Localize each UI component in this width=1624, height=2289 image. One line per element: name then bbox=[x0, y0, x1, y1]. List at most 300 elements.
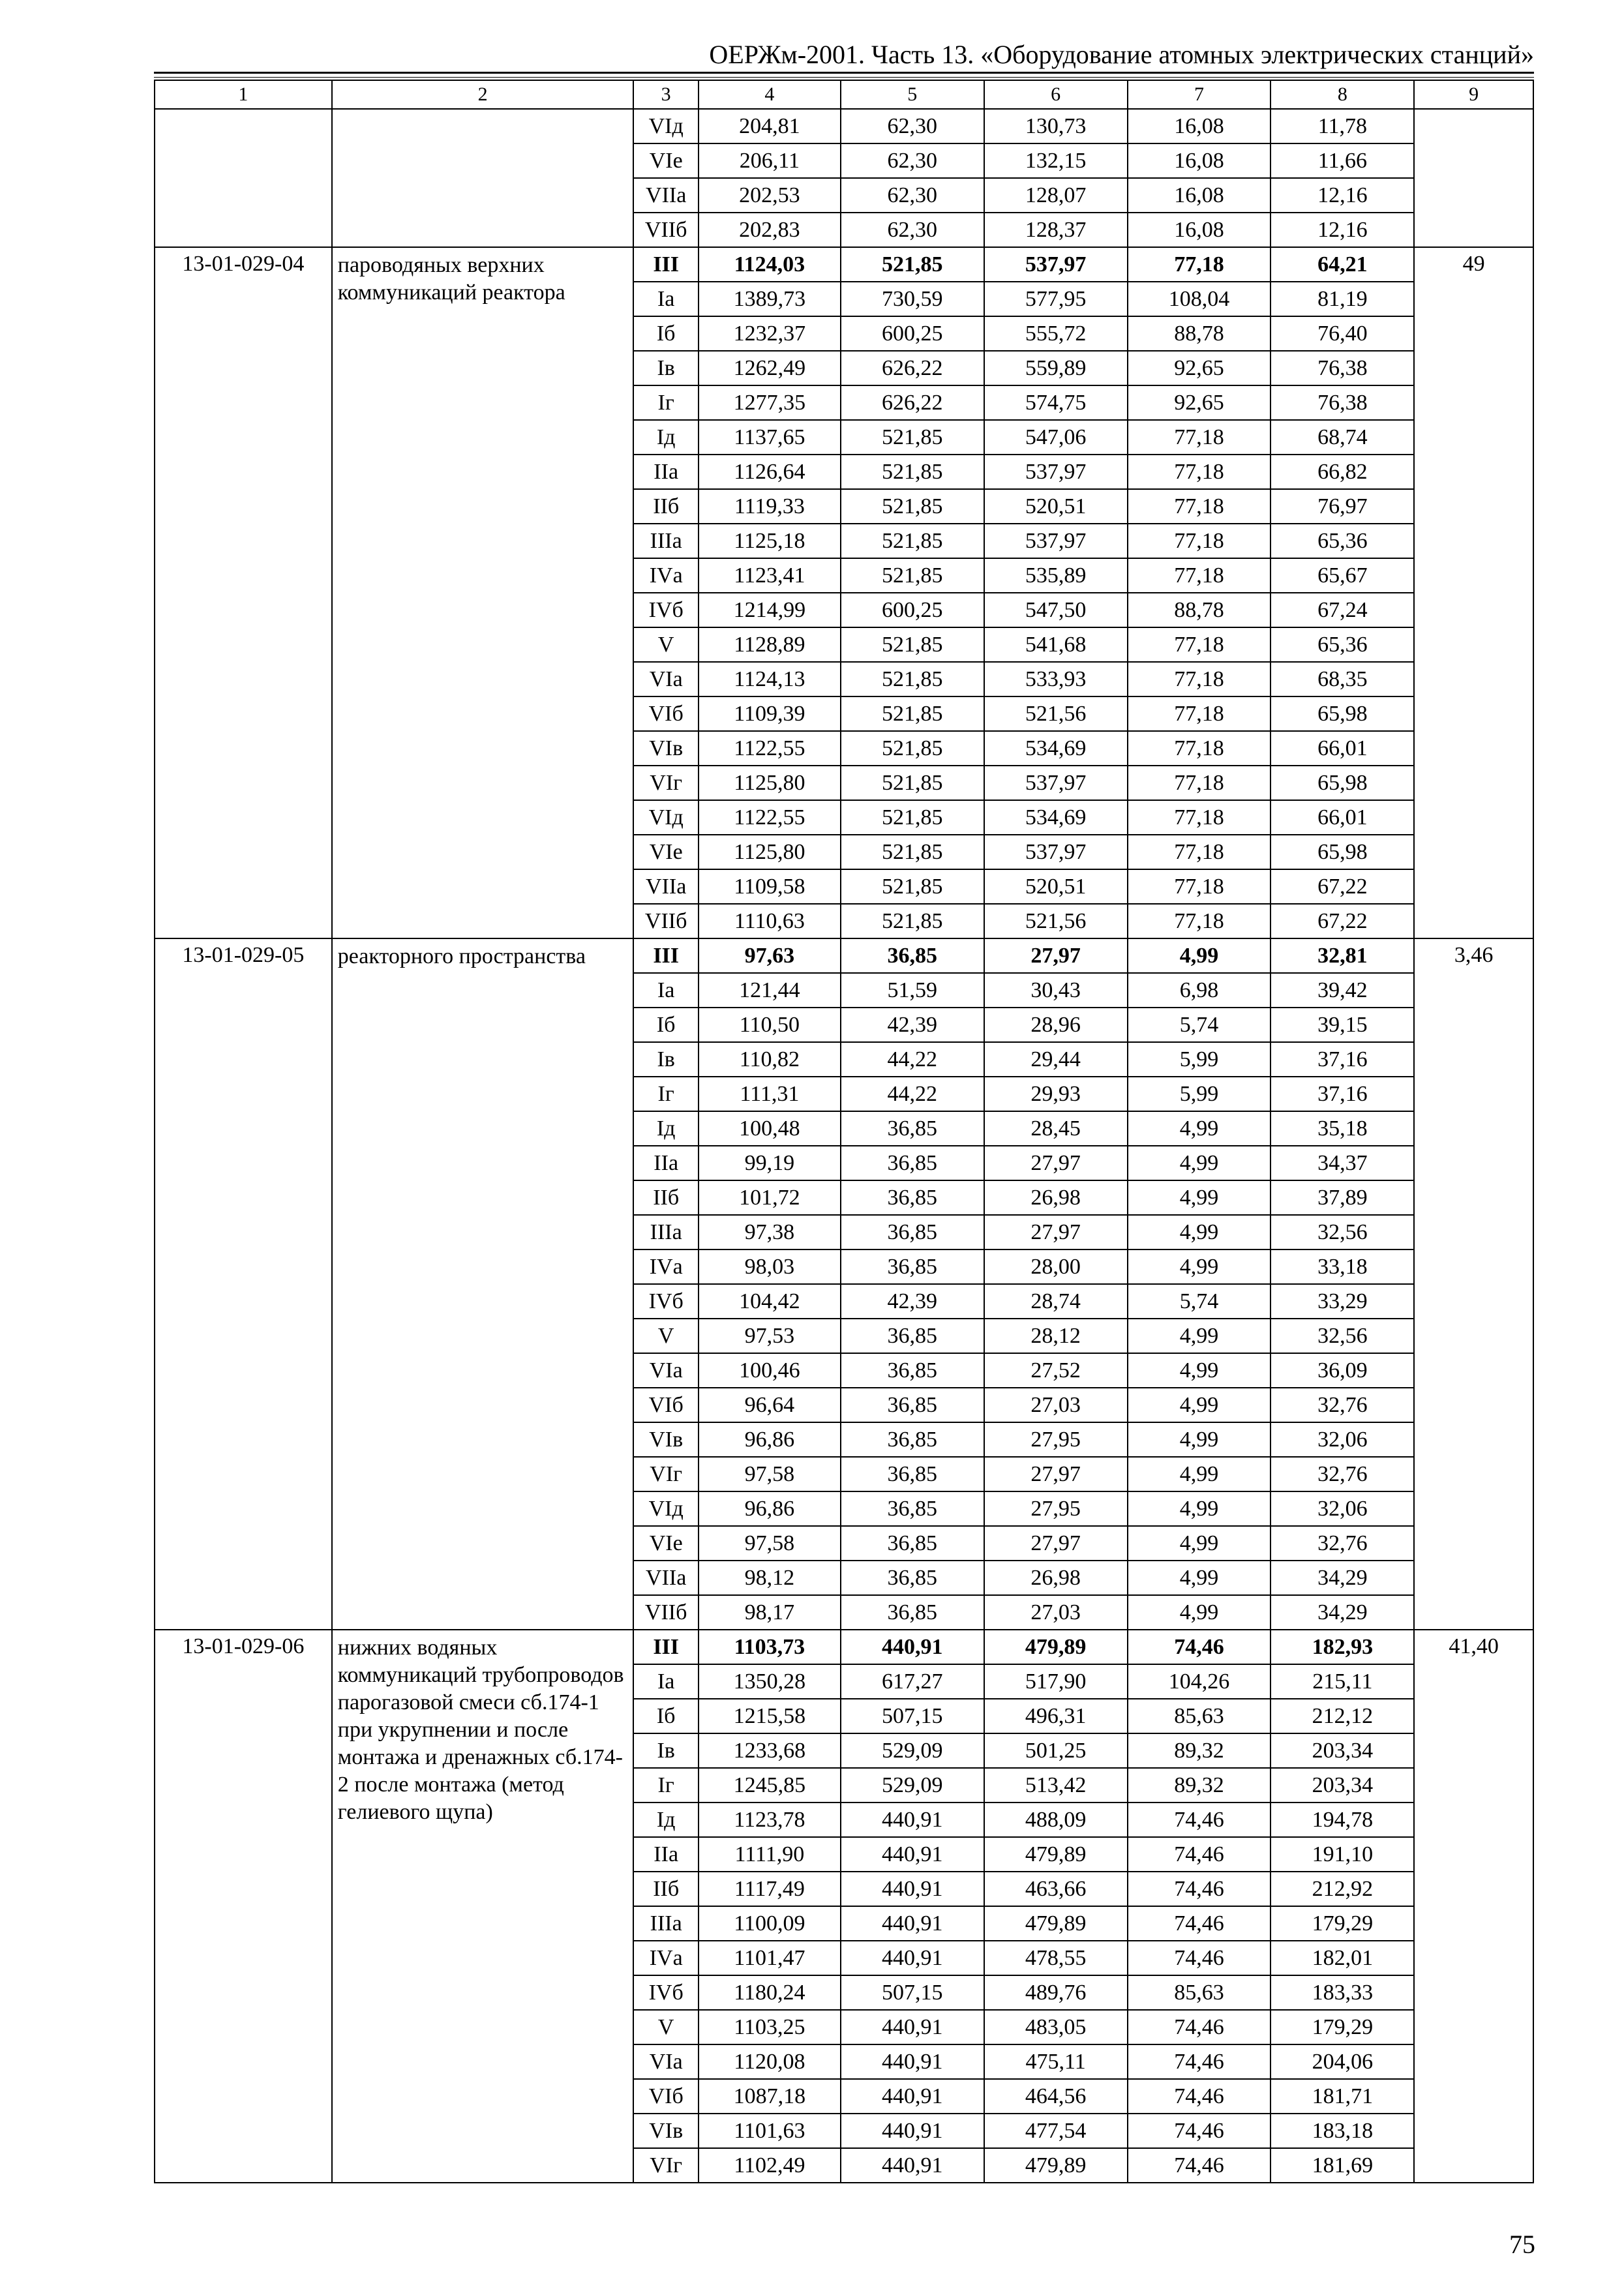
labor-cost-cell: 36,85 bbox=[841, 1388, 984, 1422]
materials-cell: 204,06 bbox=[1271, 2044, 1414, 2079]
column-number: 9 bbox=[1414, 80, 1533, 109]
materials-cell: 32,76 bbox=[1271, 1457, 1414, 1491]
operator-wage-cell: 4,99 bbox=[1128, 1180, 1271, 1215]
operator-wage-cell: 74,46 bbox=[1128, 2148, 1271, 2183]
operator-wage-cell: 77,18 bbox=[1128, 696, 1271, 731]
labor-hours-cell bbox=[1414, 109, 1533, 247]
total-cost-cell: 1350,28 bbox=[699, 1664, 841, 1699]
materials-cell: 212,92 bbox=[1271, 1872, 1414, 1906]
machines-cell: 555,72 bbox=[984, 316, 1128, 351]
materials-cell: 181,69 bbox=[1271, 2148, 1414, 2183]
materials-cell: 181,71 bbox=[1271, 2079, 1414, 2114]
operator-wage-cell: 4,99 bbox=[1128, 1457, 1271, 1491]
description-cell: нижних водяных коммуникаций трубопроводов парогазовой смеси сб.174-1 при укрупнении и после монтажа и дренажных сб.174-2 после монтажа (метод гелиевого щупа) bbox=[332, 1630, 634, 2183]
labor-cost-cell: 600,25 bbox=[841, 593, 984, 627]
table-row bbox=[155, 247, 1533, 282]
page-header-title: ОЕРЖм-2001. Часть 13. «Оборудование атомных электрических станций» bbox=[709, 40, 1534, 69]
machines-cell: 27,97 bbox=[984, 1457, 1128, 1491]
zone-cell: IVа bbox=[633, 1249, 699, 1284]
description-cell: пароводяных верхних коммуникаций реактора bbox=[332, 247, 634, 938]
machines-cell: 534,69 bbox=[984, 731, 1128, 766]
total-cost-cell: 1262,49 bbox=[699, 351, 841, 385]
operator-wage-cell: 77,18 bbox=[1128, 420, 1271, 455]
total-cost-cell: 1122,55 bbox=[699, 800, 841, 835]
operator-wage-cell: 77,18 bbox=[1128, 558, 1271, 593]
total-cost-cell: 1102,49 bbox=[699, 2148, 841, 2183]
operator-wage-cell: 77,18 bbox=[1128, 455, 1271, 489]
machines-cell: 27,97 bbox=[984, 1146, 1128, 1180]
materials-cell: 65,36 bbox=[1271, 627, 1414, 662]
zone-cell: IIб bbox=[633, 1180, 699, 1215]
labor-cost-cell: 440,91 bbox=[841, 1906, 984, 1941]
machines-cell: 128,37 bbox=[984, 213, 1128, 247]
machines-cell: 30,43 bbox=[984, 973, 1128, 1008]
operator-wage-cell: 74,46 bbox=[1128, 1906, 1271, 1941]
total-cost-cell: 1110,63 bbox=[699, 904, 841, 938]
total-cost-cell: 121,44 bbox=[699, 973, 841, 1008]
column-number: 7 bbox=[1128, 80, 1271, 109]
materials-cell: 34,29 bbox=[1271, 1595, 1414, 1630]
machines-cell: 27,52 bbox=[984, 1353, 1128, 1388]
labor-cost-cell: 507,15 bbox=[841, 1975, 984, 2010]
materials-cell: 64,21 bbox=[1271, 247, 1414, 282]
operator-wage-cell: 4,99 bbox=[1128, 1319, 1271, 1353]
zone-cell: VIб bbox=[633, 696, 699, 731]
machines-cell: 464,56 bbox=[984, 2079, 1128, 2114]
zone-cell: Iа bbox=[633, 1664, 699, 1699]
zone-cell: III bbox=[633, 938, 699, 973]
labor-cost-cell: 36,85 bbox=[841, 1595, 984, 1630]
machines-cell: 479,89 bbox=[984, 2148, 1128, 2183]
machines-cell: 534,69 bbox=[984, 800, 1128, 835]
labor-cost-cell: 440,91 bbox=[841, 2010, 984, 2044]
materials-cell: 65,67 bbox=[1271, 558, 1414, 593]
materials-cell: 179,29 bbox=[1271, 1906, 1414, 1941]
operator-wage-cell: 77,18 bbox=[1128, 627, 1271, 662]
labor-cost-cell: 36,85 bbox=[841, 1353, 984, 1388]
labor-cost-cell: 44,22 bbox=[841, 1042, 984, 1077]
labor-cost-cell: 440,91 bbox=[841, 1941, 984, 1975]
materials-cell: 65,36 bbox=[1271, 524, 1414, 558]
table-row bbox=[155, 1630, 1533, 1664]
total-cost-cell: 99,19 bbox=[699, 1146, 841, 1180]
materials-cell: 11,78 bbox=[1271, 109, 1414, 143]
total-cost-cell: 96,64 bbox=[699, 1388, 841, 1422]
zone-cell: III bbox=[633, 1630, 699, 1664]
zone-cell: Iа bbox=[633, 973, 699, 1008]
labor-cost-cell: 44,22 bbox=[841, 1077, 984, 1111]
machines-cell: 541,68 bbox=[984, 627, 1128, 662]
operator-wage-cell: 4,99 bbox=[1128, 1595, 1271, 1630]
code-cell: 13-01-029-06 bbox=[155, 1630, 332, 2183]
labor-cost-cell: 600,25 bbox=[841, 316, 984, 351]
machines-cell: 520,51 bbox=[984, 489, 1128, 524]
machines-cell: 574,75 bbox=[984, 385, 1128, 420]
operator-wage-cell: 74,46 bbox=[1128, 1630, 1271, 1664]
total-cost-cell: 1123,78 bbox=[699, 1803, 841, 1837]
total-cost-cell: 1122,55 bbox=[699, 731, 841, 766]
labor-cost-cell: 62,30 bbox=[841, 109, 984, 143]
total-cost-cell: 1111,90 bbox=[699, 1837, 841, 1872]
materials-cell: 37,16 bbox=[1271, 1042, 1414, 1077]
zone-cell: Iа bbox=[633, 282, 699, 316]
labor-cost-cell: 521,85 bbox=[841, 627, 984, 662]
operator-wage-cell: 77,18 bbox=[1128, 835, 1271, 869]
materials-cell: 65,98 bbox=[1271, 696, 1414, 731]
total-cost-cell: 1120,08 bbox=[699, 2044, 841, 2079]
materials-cell: 66,82 bbox=[1271, 455, 1414, 489]
machines-cell: 517,90 bbox=[984, 1664, 1128, 1699]
labor-cost-cell: 62,30 bbox=[841, 213, 984, 247]
machines-cell: 483,05 bbox=[984, 2010, 1128, 2044]
machines-cell: 547,06 bbox=[984, 420, 1128, 455]
materials-cell: 183,18 bbox=[1271, 2114, 1414, 2148]
total-cost-cell: 206,11 bbox=[699, 143, 841, 178]
total-cost-cell: 1126,64 bbox=[699, 455, 841, 489]
labor-cost-cell: 626,22 bbox=[841, 385, 984, 420]
materials-cell: 212,12 bbox=[1271, 1699, 1414, 1733]
zone-cell: Iд bbox=[633, 1111, 699, 1146]
operator-wage-cell: 74,46 bbox=[1128, 1941, 1271, 1975]
machines-cell: 537,97 bbox=[984, 835, 1128, 869]
labor-cost-cell: 521,85 bbox=[841, 524, 984, 558]
code-cell bbox=[155, 109, 332, 247]
operator-wage-cell: 16,08 bbox=[1128, 143, 1271, 178]
zone-cell: VIд bbox=[633, 1491, 699, 1526]
machines-cell: 27,97 bbox=[984, 1215, 1128, 1249]
column-number: 3 bbox=[633, 80, 699, 109]
zone-cell: Iв bbox=[633, 1733, 699, 1768]
zone-cell: Iг bbox=[633, 1768, 699, 1803]
operator-wage-cell: 4,99 bbox=[1128, 1353, 1271, 1388]
zone-cell: VIв bbox=[633, 1422, 699, 1457]
machines-cell: 537,97 bbox=[984, 455, 1128, 489]
materials-cell: 68,35 bbox=[1271, 662, 1414, 696]
materials-cell: 191,10 bbox=[1271, 1837, 1414, 1872]
zone-cell: VIг bbox=[633, 1457, 699, 1491]
total-cost-cell: 1117,49 bbox=[699, 1872, 841, 1906]
total-cost-cell: 1125,80 bbox=[699, 766, 841, 800]
machines-cell: 28,00 bbox=[984, 1249, 1128, 1284]
zone-cell: Iг bbox=[633, 1077, 699, 1111]
column-number: 5 bbox=[841, 80, 984, 109]
operator-wage-cell: 4,99 bbox=[1128, 1146, 1271, 1180]
labor-cost-cell: 62,30 bbox=[841, 178, 984, 213]
machines-cell: 479,89 bbox=[984, 1630, 1128, 1664]
total-cost-cell: 1103,25 bbox=[699, 2010, 841, 2044]
materials-cell: 66,01 bbox=[1271, 731, 1414, 766]
total-cost-cell: 110,50 bbox=[699, 1008, 841, 1042]
zone-cell: IIб bbox=[633, 489, 699, 524]
machines-cell: 27,97 bbox=[984, 938, 1128, 973]
operator-wage-cell: 4,99 bbox=[1128, 1491, 1271, 1526]
materials-cell: 33,29 bbox=[1271, 1284, 1414, 1319]
materials-cell: 37,16 bbox=[1271, 1077, 1414, 1111]
labor-cost-cell: 36,85 bbox=[841, 1319, 984, 1353]
total-cost-cell: 1125,18 bbox=[699, 524, 841, 558]
header-rule-thin bbox=[154, 77, 1534, 78]
total-cost-cell: 202,53 bbox=[699, 178, 841, 213]
zone-cell: V bbox=[633, 2010, 699, 2044]
operator-wage-cell: 108,04 bbox=[1128, 282, 1271, 316]
description-cell: реакторного пространства bbox=[332, 938, 634, 1630]
operator-wage-cell: 77,18 bbox=[1128, 869, 1271, 904]
labor-cost-cell: 440,91 bbox=[841, 1803, 984, 1837]
zone-cell: IIа bbox=[633, 1837, 699, 1872]
materials-cell: 37,89 bbox=[1271, 1180, 1414, 1215]
labor-cost-cell: 36,85 bbox=[841, 1457, 984, 1491]
labor-hours-cell: 3,46 bbox=[1414, 938, 1533, 1630]
materials-cell: 12,16 bbox=[1271, 213, 1414, 247]
labor-cost-cell: 521,85 bbox=[841, 558, 984, 593]
operator-wage-cell: 5,74 bbox=[1128, 1008, 1271, 1042]
total-cost-cell: 1087,18 bbox=[699, 2079, 841, 2114]
page-number: 75 bbox=[1509, 2230, 1535, 2259]
machines-cell: 128,07 bbox=[984, 178, 1128, 213]
zone-cell: Iв bbox=[633, 1042, 699, 1077]
materials-cell: 67,24 bbox=[1271, 593, 1414, 627]
labor-cost-cell: 36,85 bbox=[841, 1491, 984, 1526]
machines-cell: 513,42 bbox=[984, 1768, 1128, 1803]
labor-cost-cell: 521,85 bbox=[841, 455, 984, 489]
labor-cost-cell: 440,91 bbox=[841, 2079, 984, 2114]
zone-cell: VIа bbox=[633, 662, 699, 696]
machines-cell: 29,44 bbox=[984, 1042, 1128, 1077]
machines-cell: 537,97 bbox=[984, 524, 1128, 558]
materials-cell: 76,40 bbox=[1271, 316, 1414, 351]
operator-wage-cell: 4,99 bbox=[1128, 1526, 1271, 1561]
labor-cost-cell: 440,91 bbox=[841, 2114, 984, 2148]
zone-cell: VIб bbox=[633, 2079, 699, 2114]
materials-cell: 183,33 bbox=[1271, 1975, 1414, 2010]
zone-cell: VIб bbox=[633, 1388, 699, 1422]
total-cost-cell: 1128,89 bbox=[699, 627, 841, 662]
labor-cost-cell: 36,85 bbox=[841, 1111, 984, 1146]
operator-wage-cell: 74,46 bbox=[1128, 2114, 1271, 2148]
operator-wage-cell: 16,08 bbox=[1128, 109, 1271, 143]
machines-cell: 26,98 bbox=[984, 1561, 1128, 1595]
materials-cell: 39,42 bbox=[1271, 973, 1414, 1008]
zone-cell: VIа bbox=[633, 2044, 699, 2079]
zone-cell: IIIа bbox=[633, 524, 699, 558]
operator-wage-cell: 4,99 bbox=[1128, 1561, 1271, 1595]
total-cost-cell: 96,86 bbox=[699, 1491, 841, 1526]
materials-cell: 194,78 bbox=[1271, 1803, 1414, 1837]
materials-cell: 182,93 bbox=[1271, 1630, 1414, 1664]
operator-wage-cell: 74,46 bbox=[1128, 1837, 1271, 1872]
zone-cell: Iб bbox=[633, 1008, 699, 1042]
labor-cost-cell: 36,85 bbox=[841, 1146, 984, 1180]
operator-wage-cell: 89,32 bbox=[1128, 1768, 1271, 1803]
labor-cost-cell: 521,85 bbox=[841, 662, 984, 696]
zone-cell: VIIа bbox=[633, 1561, 699, 1595]
labor-cost-cell: 36,85 bbox=[841, 938, 984, 973]
description-cell bbox=[332, 109, 634, 247]
column-number: 8 bbox=[1271, 80, 1414, 109]
total-cost-cell: 97,63 bbox=[699, 938, 841, 973]
materials-cell: 203,34 bbox=[1271, 1733, 1414, 1768]
labor-hours-cell: 41,40 bbox=[1414, 1630, 1533, 2183]
column-number-row bbox=[155, 80, 1533, 109]
zone-cell: VIг bbox=[633, 766, 699, 800]
machines-cell: 521,56 bbox=[984, 904, 1128, 938]
operator-wage-cell: 77,18 bbox=[1128, 800, 1271, 835]
zone-cell: Iб bbox=[633, 1699, 699, 1733]
materials-cell: 32,76 bbox=[1271, 1388, 1414, 1422]
total-cost-cell: 204,81 bbox=[699, 109, 841, 143]
machines-cell: 479,89 bbox=[984, 1906, 1128, 1941]
labor-cost-cell: 62,30 bbox=[841, 143, 984, 178]
labor-cost-cell: 36,85 bbox=[841, 1180, 984, 1215]
operator-wage-cell: 77,18 bbox=[1128, 662, 1271, 696]
labor-cost-cell: 521,85 bbox=[841, 800, 984, 835]
code-cell: 13-01-029-05 bbox=[155, 938, 332, 1630]
operator-wage-cell: 77,18 bbox=[1128, 766, 1271, 800]
zone-cell: VIIб bbox=[633, 213, 699, 247]
zone-cell: V bbox=[633, 627, 699, 662]
operator-wage-cell: 4,99 bbox=[1128, 1215, 1271, 1249]
materials-cell: 32,06 bbox=[1271, 1422, 1414, 1457]
operator-wage-cell: 85,63 bbox=[1128, 1975, 1271, 2010]
total-cost-cell: 202,83 bbox=[699, 213, 841, 247]
labor-cost-cell: 36,85 bbox=[841, 1561, 984, 1595]
operator-wage-cell: 4,99 bbox=[1128, 938, 1271, 973]
machines-cell: 478,55 bbox=[984, 1941, 1128, 1975]
labor-cost-cell: 529,09 bbox=[841, 1733, 984, 1768]
materials-cell: 67,22 bbox=[1271, 869, 1414, 904]
machines-cell: 463,66 bbox=[984, 1872, 1128, 1906]
labor-cost-cell: 521,85 bbox=[841, 766, 984, 800]
labor-cost-cell: 36,85 bbox=[841, 1249, 984, 1284]
machines-cell: 27,95 bbox=[984, 1491, 1128, 1526]
machines-cell: 533,93 bbox=[984, 662, 1128, 696]
total-cost-cell: 1214,99 bbox=[699, 593, 841, 627]
machines-cell: 130,73 bbox=[984, 109, 1128, 143]
labor-hours-cell: 49 bbox=[1414, 247, 1533, 938]
total-cost-cell: 1233,68 bbox=[699, 1733, 841, 1768]
machines-cell: 501,25 bbox=[984, 1733, 1128, 1768]
materials-cell: 33,18 bbox=[1271, 1249, 1414, 1284]
operator-wage-cell: 6,98 bbox=[1128, 973, 1271, 1008]
labor-cost-cell: 521,85 bbox=[841, 904, 984, 938]
materials-cell: 65,98 bbox=[1271, 835, 1414, 869]
zone-cell: Iг bbox=[633, 385, 699, 420]
total-cost-cell: 97,58 bbox=[699, 1526, 841, 1561]
machines-cell: 27,03 bbox=[984, 1595, 1128, 1630]
total-cost-cell: 1109,39 bbox=[699, 696, 841, 731]
operator-wage-cell: 88,78 bbox=[1128, 316, 1271, 351]
materials-cell: 35,18 bbox=[1271, 1111, 1414, 1146]
labor-cost-cell: 529,09 bbox=[841, 1768, 984, 1803]
operator-wage-cell: 92,65 bbox=[1128, 385, 1271, 420]
machines-cell: 479,89 bbox=[984, 1837, 1128, 1872]
zone-cell: IIа bbox=[633, 1146, 699, 1180]
zone-cell: IVб bbox=[633, 1284, 699, 1319]
materials-cell: 76,97 bbox=[1271, 489, 1414, 524]
machines-cell: 28,12 bbox=[984, 1319, 1128, 1353]
total-cost-cell: 1109,58 bbox=[699, 869, 841, 904]
operator-wage-cell: 4,99 bbox=[1128, 1249, 1271, 1284]
machines-cell: 577,95 bbox=[984, 282, 1128, 316]
total-cost-cell: 97,53 bbox=[699, 1319, 841, 1353]
zone-cell: VIIб bbox=[633, 1595, 699, 1630]
total-cost-cell: 101,72 bbox=[699, 1180, 841, 1215]
materials-cell: 32,56 bbox=[1271, 1215, 1414, 1249]
total-cost-cell: 100,48 bbox=[699, 1111, 841, 1146]
machines-cell: 477,54 bbox=[984, 2114, 1128, 2148]
operator-wage-cell: 77,18 bbox=[1128, 524, 1271, 558]
materials-cell: 39,15 bbox=[1271, 1008, 1414, 1042]
operator-wage-cell: 88,78 bbox=[1128, 593, 1271, 627]
operator-wage-cell: 16,08 bbox=[1128, 213, 1271, 247]
zone-cell: IVа bbox=[633, 558, 699, 593]
total-cost-cell: 1389,73 bbox=[699, 282, 841, 316]
zone-cell: IVб bbox=[633, 1975, 699, 2010]
column-number: 2 bbox=[332, 80, 634, 109]
operator-wage-cell: 89,32 bbox=[1128, 1733, 1271, 1768]
zone-cell: Iд bbox=[633, 1803, 699, 1837]
labor-cost-cell: 440,91 bbox=[841, 2148, 984, 2183]
labor-cost-cell: 42,39 bbox=[841, 1284, 984, 1319]
operator-wage-cell: 5,99 bbox=[1128, 1077, 1271, 1111]
total-cost-cell: 100,46 bbox=[699, 1353, 841, 1388]
operator-wage-cell: 92,65 bbox=[1128, 351, 1271, 385]
zone-cell: VIд bbox=[633, 800, 699, 835]
labor-cost-cell: 51,59 bbox=[841, 973, 984, 1008]
total-cost-cell: 1124,13 bbox=[699, 662, 841, 696]
labor-cost-cell: 521,85 bbox=[841, 696, 984, 731]
table-body bbox=[155, 80, 1533, 2183]
materials-cell: 12,16 bbox=[1271, 178, 1414, 213]
operator-wage-cell: 77,18 bbox=[1128, 904, 1271, 938]
labor-cost-cell: 507,15 bbox=[841, 1699, 984, 1733]
total-cost-cell: 96,86 bbox=[699, 1422, 841, 1457]
column-number: 6 bbox=[984, 80, 1128, 109]
zone-cell: Iд bbox=[633, 420, 699, 455]
total-cost-cell: 1103,73 bbox=[699, 1630, 841, 1664]
machines-cell: 26,98 bbox=[984, 1180, 1128, 1215]
labor-cost-cell: 521,85 bbox=[841, 869, 984, 904]
header-rule-thick bbox=[154, 72, 1534, 74]
labor-cost-cell: 36,85 bbox=[841, 1422, 984, 1457]
rates-table bbox=[154, 80, 1534, 2183]
machines-cell: 28,96 bbox=[984, 1008, 1128, 1042]
total-cost-cell: 1245,85 bbox=[699, 1768, 841, 1803]
column-number: 1 bbox=[155, 80, 332, 109]
total-cost-cell: 104,42 bbox=[699, 1284, 841, 1319]
zone-cell: IIIа bbox=[633, 1215, 699, 1249]
code-cell: 13-01-029-04 bbox=[155, 247, 332, 938]
zone-cell: V bbox=[633, 1319, 699, 1353]
zone-cell: IVа bbox=[633, 1941, 699, 1975]
zone-cell: IVб bbox=[633, 593, 699, 627]
total-cost-cell: 1119,33 bbox=[699, 489, 841, 524]
total-cost-cell: 98,12 bbox=[699, 1561, 841, 1595]
materials-cell: 32,81 bbox=[1271, 938, 1414, 973]
labor-cost-cell: 521,85 bbox=[841, 489, 984, 524]
materials-cell: 11,66 bbox=[1271, 143, 1414, 178]
machines-cell: 521,56 bbox=[984, 696, 1128, 731]
operator-wage-cell: 5,99 bbox=[1128, 1042, 1271, 1077]
labor-cost-cell: 440,91 bbox=[841, 1872, 984, 1906]
machines-cell: 535,89 bbox=[984, 558, 1128, 593]
table-row bbox=[155, 938, 1533, 973]
machines-cell: 29,93 bbox=[984, 1077, 1128, 1111]
labor-cost-cell: 440,91 bbox=[841, 1630, 984, 1664]
labor-cost-cell: 440,91 bbox=[841, 1837, 984, 1872]
materials-cell: 65,98 bbox=[1271, 766, 1414, 800]
total-cost-cell: 110,82 bbox=[699, 1042, 841, 1077]
